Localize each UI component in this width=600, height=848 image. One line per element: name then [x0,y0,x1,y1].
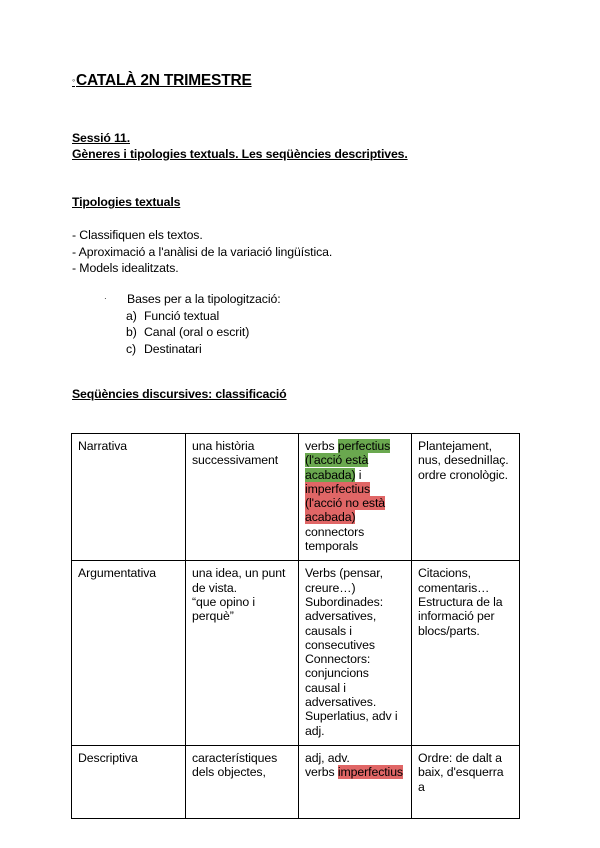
page-title [72,72,252,90]
verbs-text: i [355,467,362,482]
bases-label-line [104,291,281,308]
list-item [104,324,281,341]
bases-bullet: · [104,294,107,303]
section-heading-tipologies: Tipologies textuals [72,195,181,209]
list-marker: b) [126,325,137,339]
table-cell-type: Argumentativa [72,561,186,746]
table-cell-structure: Ordre: de dalt a baix, d'esquerra a [412,745,520,818]
session-subtitle: Gèneres i tipologies textuals. Les seqüències descriptives. [72,147,408,161]
list-item [104,308,281,325]
verbs-text: adj, adv. verbs [305,750,350,780]
list-text: Canal (oral o escrit) [144,325,250,339]
highlight-imperfectius: imperfectius [337,765,403,780]
tipologies-list [72,227,332,277]
session-number: Sessió 11. [72,131,130,145]
table-cell-what: característiques dels objectes, [186,745,299,818]
list-marker: a) [126,308,137,323]
table-row [72,561,520,746]
section-heading-sequencies: Seqüències discursives: classificació [72,387,287,401]
table-cell-verbs: Verbs (pensar, creure…) Subordinades: adversatives, causals i consecutives Connectors: conjuncions causal i adversatives. Superlatius, adv i adj. [299,561,412,746]
list-item: - Classifiquen els textos. [72,228,203,242]
bases-list [104,308,281,358]
table-row [72,745,520,818]
list-text: Destinatari [144,341,202,356]
title-bullet: ◦ [72,75,75,85]
verbs-text: verbs [305,439,338,453]
title-text: CATALÀ 2N TRIMESTRE [76,72,252,89]
table-row [72,434,520,561]
list-text: Funció textual [144,308,220,323]
list-marker: c) [126,341,137,356]
list-item: - Models idealitzats. [72,261,179,275]
highlight-perfectius: perfectius (l'acció està acabada) [305,439,391,482]
bases-block [104,291,281,357]
table-cell-structure: Citacions, comentaris… Estructura de la informació per blocs/parts. [412,561,520,746]
table-cell-what: una història successivament [186,434,299,561]
table-cell-verbs [299,434,412,561]
verbs-text: connectors temporals [305,524,365,554]
bases-label: Bases per a la tipologització: [127,292,281,306]
list-item: - Aproximació a l'anàlisi de la variació lingüística. [72,244,333,259]
table-cell-type: Descriptiva [72,745,186,818]
list-item [104,341,281,358]
table-cell-structure: Plantejament, nus, desedniIlaç. ordre cronològic. [412,434,520,561]
highlight-imperfectius: imperfectius (l'acció no està acabada) [305,481,386,525]
table-cell-type: Narrativa [72,434,186,561]
table-cell-what: una idea, un punt de vista. “que opino i perquè” [186,561,299,746]
table-cell-verbs [299,745,412,818]
classification-table [71,433,520,819]
